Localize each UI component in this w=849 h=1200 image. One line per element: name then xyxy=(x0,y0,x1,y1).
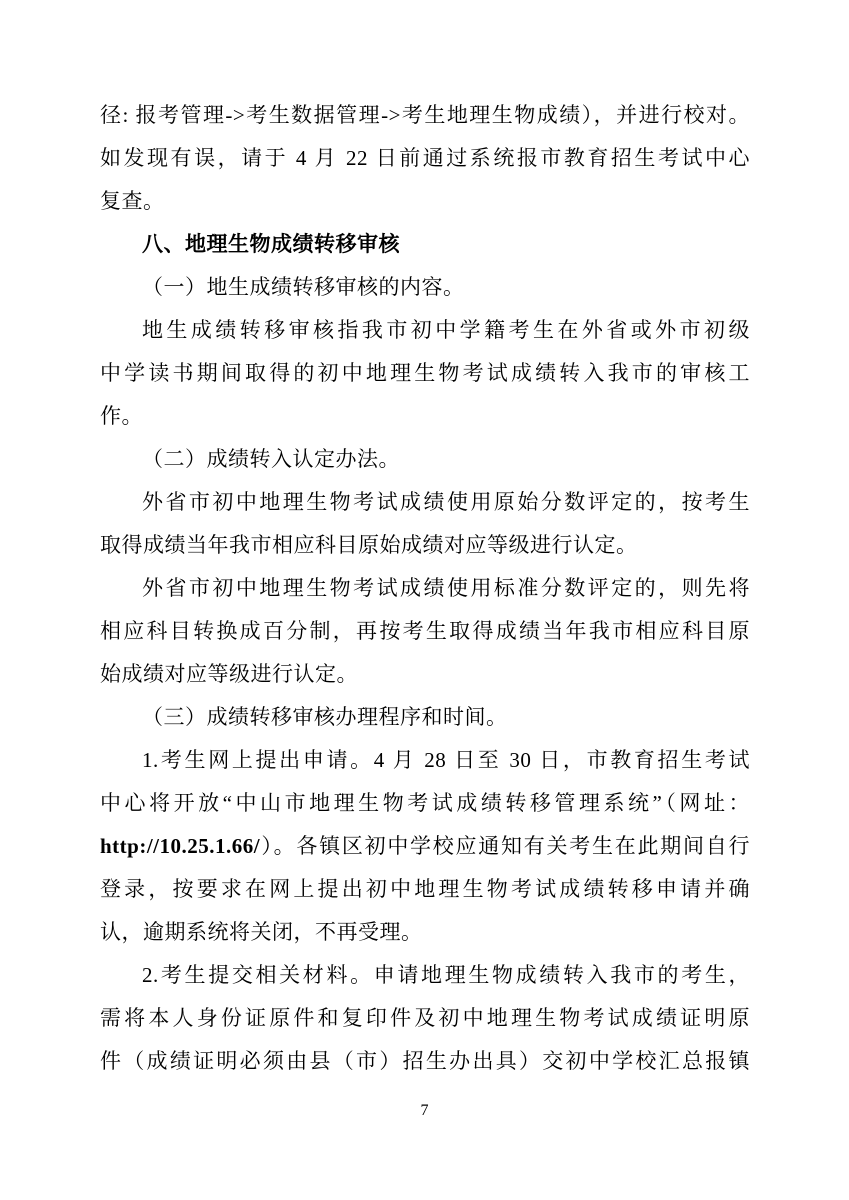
text-line: 认，逾期系统将关闭，不再受理。 xyxy=(100,920,423,944)
subsection-heading: （一）地生成绩转移审核的内容。 xyxy=(142,275,465,299)
text-line: 径: 报考管理->考生数据管理->考生地理生物成绩），并进行校对。 xyxy=(100,103,750,127)
text-line xyxy=(100,825,750,868)
text-line: 需将本人身份证原件和复印件及初中地理生物考试成绩证明原 xyxy=(100,1006,750,1030)
text-line: 中心将开放“中山市地理生物考试成绩转移管理系统”（网址： xyxy=(100,791,750,815)
text-line: 登录，按要求在网上提出初中地理生物考试成绩转移申请并确 xyxy=(100,877,750,901)
text-line: ）。各镇区初中学校应通知有关考生在此期间自行 xyxy=(260,834,750,858)
section-heading: 八、地理生物成绩转移审核 xyxy=(142,232,400,256)
text-line: 始成绩对应等级进行认定。 xyxy=(100,662,358,686)
text-line: 外省市初中地理生物考试成绩使用原始分数评定的，按考生 xyxy=(142,490,750,514)
subsection-heading: （二）成绩转入认定办法。 xyxy=(142,447,400,471)
text-line: 2.考生提交相关材料。申请地理生物成绩转入我市的考生， xyxy=(142,963,750,987)
text-line: 相应科目转换成百分制，再按考生取得成绩当年我市相应科目原 xyxy=(100,619,750,643)
document-body xyxy=(100,94,750,1083)
text-line: 复查。 xyxy=(100,189,165,213)
text-line: 地生成绩转移审核指我市初中学籍考生在外省或外市初级 xyxy=(142,318,750,342)
text-line: 中学读书期间取得的初中地理生物考试成绩转入我市的审核工 xyxy=(100,361,750,385)
text-line: 取得成绩当年我市相应科目原始成绩对应等级进行认定。 xyxy=(100,533,638,557)
text-line: 件（成绩证明必须由县（市）招生办出具）交初中学校汇总报镇 xyxy=(100,1049,750,1073)
text-line: 外省市初中地理生物考试成绩使用标准分数评定的，则先将 xyxy=(142,576,750,600)
text-line: 作。 xyxy=(100,404,143,428)
text-line: 1.考生网上提出申请。4 月 28 日至 30 日，市教育招生考试 xyxy=(142,748,750,772)
page-number: 7 xyxy=(420,1102,429,1119)
subsection-heading: （三）成绩转移审核办理程序和时间。 xyxy=(142,705,508,729)
text-line: 如发现有误，请于 4 月 22 日前通过系统报市教育招生考试中心 xyxy=(100,146,750,170)
url-text: http://10.25.1.66/ xyxy=(100,834,261,858)
